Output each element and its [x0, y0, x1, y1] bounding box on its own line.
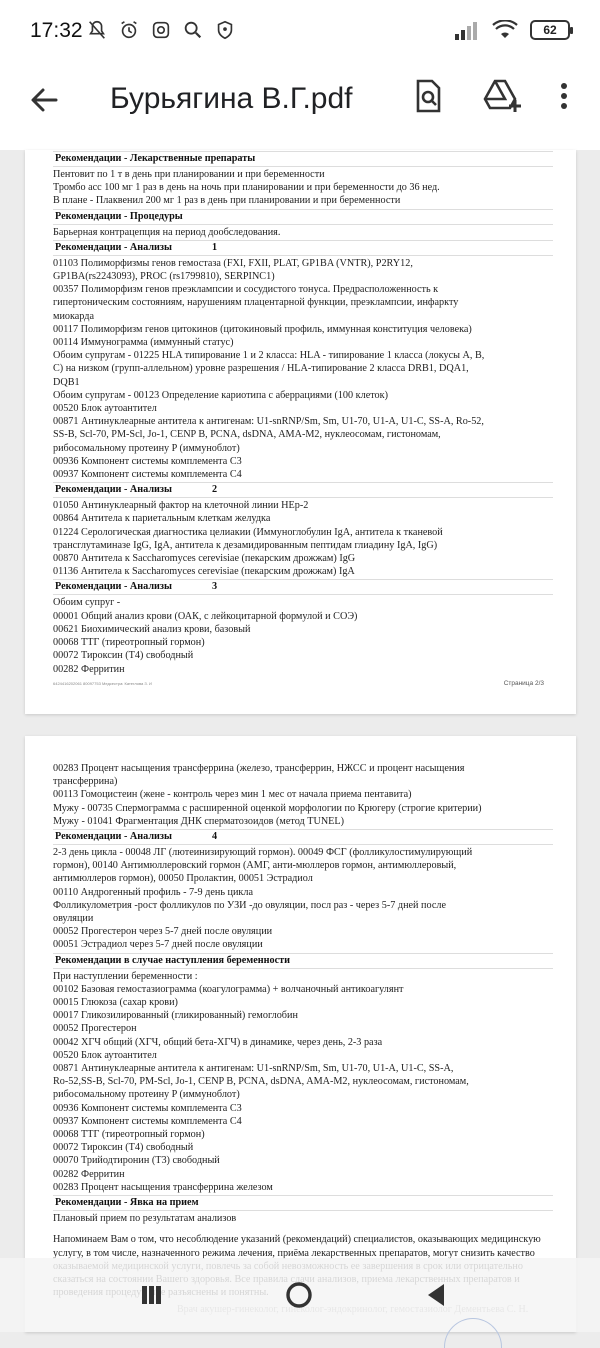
text-line: Барьерная контрацепция на период дообследования.: [53, 226, 281, 238]
recent-apps-icon[interactable]: [136, 1280, 166, 1310]
app-bar: [0, 64, 600, 150]
search-status-icon: [182, 19, 204, 41]
text-line: 00871 Антинуклеарные антитела к антигенам: U1-snRNP/Sm, Sm, U1-70, U1-A, U1-C, SS-A, Ro-52,: [53, 416, 484, 428]
pdf-page-3: [25, 736, 576, 1332]
text-line: 00936 Компонент системы комплемента С3: [53, 1102, 242, 1114]
drive-add-icon[interactable]: [482, 78, 522, 114]
text-line: 00520 Блок аутоантител: [53, 403, 157, 415]
section-heading: [53, 1195, 553, 1211]
status-system-icons: [454, 20, 570, 40]
text-line: гормон), 00140 Антимюллеровский гормон (АМГ, анти-мюллеров гормон, антимюллеровый,: [53, 860, 457, 872]
text-line: 00937 Компонент системы комплемента С4: [53, 469, 242, 481]
back-arrow-icon[interactable]: [24, 80, 64, 120]
file-title: Бурьягина В.Г.pdf: [110, 82, 353, 115]
section-heading-text: Рекомендации - Анализы: [55, 241, 172, 253]
text-line: 01103 Полиморфизмы генов гемостаза (FXI, FXII, PLAT, GP1BA (VNTR), P2RY12,: [53, 257, 413, 269]
text-line: 00051 Эстрадиол через 5-7 дней после овуляции: [53, 939, 263, 951]
section-heading: [53, 579, 553, 595]
text-line: 00283 Процент насыщения трансферрина (железо, трансферрин, НЖСС и процент насыщения: [53, 763, 465, 774]
page-number: Страница 2/3: [503, 680, 544, 687]
back-nav-icon[interactable]: [422, 1280, 452, 1310]
text-line: трансглутаминазе IgG, IgA, антитела к дезамидированным пептидам глиадину IgA, IgG): [53, 539, 438, 551]
text-line: Фолликулометрия -рост фолликулов по УЗИ -до овуляции, посл раз - через 5-7 дней после: [53, 899, 446, 911]
pdf-page-2: [25, 150, 576, 714]
status-notification-icons: [86, 19, 236, 41]
wifi-icon: [492, 20, 518, 40]
text-line: 00936 Компонент системы комплемента С3: [53, 455, 242, 467]
section-heading-text: Рекомендации в случае наступления беременности: [55, 954, 290, 966]
text-line: антимюллеров гормон), 00050 Пролактин, 00051 Эстрадиол: [53, 873, 313, 885]
text-line: SS-B, Scl-70, PM-Scl, Jo-1, CENP B, PCNA, dsDNA, AMA-M2, нуклеосомам, гистономам,: [53, 429, 441, 441]
section-heading-text: Рекомендации - Анализы: [55, 484, 172, 496]
text-line: гипертоническим состояниям, нарушениям плацентарной функции, преэклампсии, инфаркту: [53, 297, 459, 309]
text-line: В плане - Плаквенил 200 мг 1 раз в день при планировании и при беременности: [53, 195, 401, 207]
mute-bell-icon: [86, 19, 108, 41]
section-heading-text: Рекомендации - Анализы: [55, 581, 172, 593]
text-line: Обоим супруг -: [53, 597, 121, 609]
text-line: Плановый прием по результатам анализов: [53, 1213, 237, 1225]
section-heading-text: Рекомендации - Анализы: [55, 831, 172, 843]
document-search-icon[interactable]: [410, 78, 446, 114]
text-line: 00870 Антитела к Saccharomyces cerevisiae (пекарским дрожжам) IgG: [53, 553, 356, 565]
text-line: 00070 Трийодтиронин (Т3) свободный: [53, 1155, 220, 1167]
text-line: 00113 Гомоцистеин (жене - контроль через мин 1 мес от начала приема пентавита): [53, 789, 412, 801]
text-line: Тромбо асс 100 мг 1 раз в день на ночь при планировании и при беременности до 36 нед.: [53, 182, 440, 194]
text-line: рибосомальному протеину P (иммуноблот): [53, 1089, 240, 1101]
text-line: 00282 Ферритин: [53, 663, 125, 675]
text-line: 00102 Базовая гемостазиограмма (коагулограмма) + волчаночный антикоагулянт: [53, 983, 404, 995]
text-line: 01050 Антинуклеарный фактор на клеточной линии HEp-2: [53, 500, 309, 512]
system-navigation-bar: [0, 1258, 600, 1332]
text-line: рибосомальному протеину P (иммуноблот): [53, 442, 240, 454]
text-line: Пентовит по 1 т в день при планировании и при беременности: [53, 169, 325, 180]
text-line: Мужу - 01041 Фрагментация ДНК сперматозоидов (метод TUNEL): [53, 815, 345, 827]
text-line: 00015 Глюкоза (сахар крови): [53, 997, 178, 1009]
section-heading: [53, 829, 553, 845]
text-line: 00520 Блок аутоантител: [53, 1049, 157, 1061]
instagram-icon: [150, 19, 172, 41]
section-heading-number: 4: [211, 831, 218, 843]
section-heading: [53, 209, 553, 225]
text-line: 00937 Компонент системы комплемента С4: [53, 1115, 242, 1127]
text-line: При наступлении беременности :: [53, 970, 198, 982]
text-line: 00110 Андрогенный профиль - 7-9 день цикла: [53, 886, 253, 898]
text-line: DQB1: [53, 376, 80, 388]
text-line: Ro-52,SS-B, Scl-70, PM-Scl, Jo-1, CENP B, PCNA, dsDNA, AMA-M2, нуклеосомам, гистономам,: [53, 1076, 469, 1088]
text-line: 00052 Прогестерон через 5-7 дней после овуляции: [53, 926, 273, 938]
page-footer-meta: 6424416202061 80097753 Медсестра: Категлова З. И: [53, 681, 152, 686]
page-content: [53, 150, 553, 676]
text-line: GP1BA(rs2243093), PROC (rs1799810), SERPINC1): [53, 271, 275, 283]
text-line: 00114 Иммунограмма (иммунный статус): [53, 337, 234, 349]
section-heading-text: Рекомендации - Лекарственные препараты: [55, 153, 256, 164]
page-content: [53, 762, 553, 1299]
status-bar: [0, 0, 600, 64]
text-line: C) на низком (групп-аллельном) уровне разрешения / HLA-типирование 2 класса DRB1, DQA1,: [53, 363, 469, 375]
text-line: трансферрина): [53, 776, 118, 788]
section-heading-text: Рекомендации - Процедуры: [55, 210, 183, 222]
home-icon[interactable]: [284, 1280, 314, 1310]
notice-paragraph: Напоминаем Вам о том, что несоблюдение указаний (рекомендаций) специалистов, оказывающих медицинскую услугу, в том числе, назначенного режима лечения, приёма лекарственных препаратов, могут снизить качество: [53, 1234, 541, 1259]
text-line: 01136 Антитела к Saccharomyces cerevisiae (пекарским дрожжам) IgA: [53, 566, 355, 578]
text-line: Обоим супругам - 01225 HLA типирование 1 и 2 класса: HLA - типирование 1 класса (локусы A, B,: [53, 350, 485, 362]
text-line: Обоим супругам - 00123 Определение кариотипа с аберрациями (100 клеток): [53, 389, 388, 401]
text-line: 00001 Общий анализ крови (ОАК, с лейкоцитарной формулой и СОЭ): [53, 610, 358, 622]
text-line: 00042 ХГЧ общий (ХГЧ, общий бета-ХГЧ) в динамике, через день, 2-3 раза: [53, 1036, 383, 1048]
section-heading: [53, 151, 553, 167]
text-line: 00068 ТТГ (тиреотропный гормон): [53, 637, 205, 649]
shield-phone-icon: [214, 19, 236, 41]
text-line: Мужу - 00735 Спермограмма с расширенной оценкой морфологии по Крюгеру (строгие критерии): [53, 802, 482, 814]
text-line: 00052 Прогестерон: [53, 1023, 137, 1035]
text-line: 00282 Ферритин: [53, 1168, 125, 1180]
more-vert-icon[interactable]: [552, 78, 576, 114]
section-heading: [53, 953, 553, 969]
text-line: 00072 Тироксин (Т4) свободный: [53, 1142, 194, 1154]
section-heading-number: 3: [211, 581, 218, 593]
status-time: 17:32: [30, 19, 83, 42]
text-line: 01224 Серологическая диагностика целиакии (Иммуноглобулин IgA, антитела к тканевой: [53, 526, 443, 538]
text-line: 00357 Полиморфизм генов преэклампсии и сосудистого тонуса. Предрасположенность к: [53, 284, 439, 296]
signal-icon: [454, 20, 480, 40]
text-line: 2-3 день цикла - 00048 ЛГ (лютеинизирующий гормон). 00049 ФСГ (фолликулостимулирующий: [53, 847, 473, 859]
section-heading-number: 1: [211, 241, 218, 253]
text-line: 00017 Гликозилированный (гликированный) гемоглобин: [53, 1010, 298, 1022]
battery-indicator: 62: [530, 20, 570, 40]
text-line: 00117 Полиморфизм генов цитокинов (цитокиновый профиль, иммунная конституция человека): [53, 323, 472, 335]
section-heading-number: 2: [211, 484, 218, 496]
alarm-icon: [118, 19, 140, 41]
section-heading: [53, 482, 553, 498]
text-line: 00864 Антитела к париетальным клеткам желудка: [53, 513, 271, 525]
text-line: 00283 Процент насыщения трансферрина железом: [53, 1181, 273, 1193]
section-heading: [53, 240, 553, 256]
spacer: [53, 1225, 553, 1233]
text-line: овуляции: [53, 913, 94, 925]
text-line: 00871 Антинуклеарные антитела к антигенам: U1-snRNP/Sm, Sm, U1-70, U1-A, U1-C, SS-A,: [53, 1063, 454, 1075]
text-line: 00621 Биохимический анализ крови, базовый: [53, 623, 251, 635]
section-heading-text: Рекомендации - Явка на прием: [55, 1197, 199, 1209]
text-line: миокарда: [53, 310, 94, 322]
text-line: 00068 ТТГ (тиреотропный гормон): [53, 1129, 205, 1141]
text-line: 00072 Тироксин (Т4) свободный: [53, 650, 194, 662]
